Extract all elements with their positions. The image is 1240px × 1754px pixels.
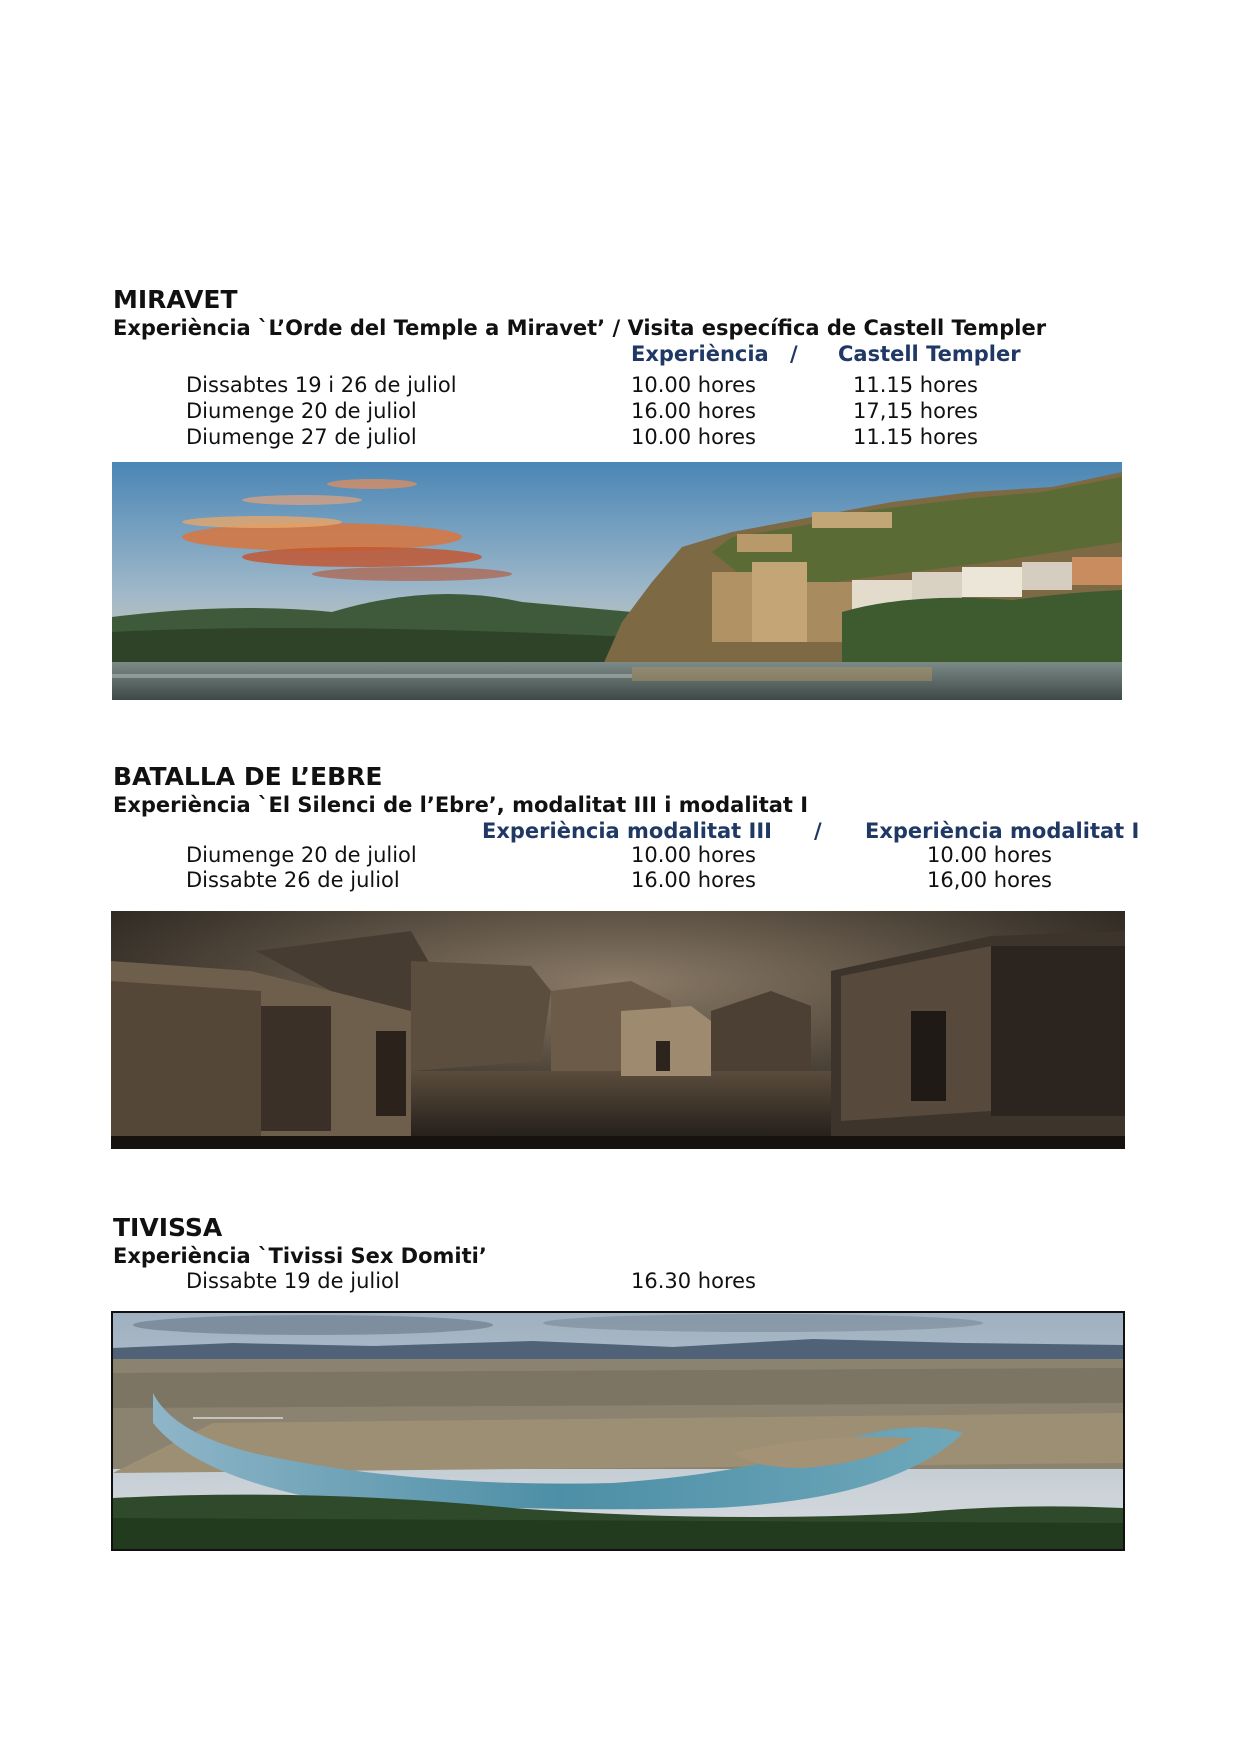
ebre-col1-head: Experiència modalitat III	[482, 819, 772, 843]
miravet-row-time2: 17,15 hores	[853, 399, 978, 423]
miravet-row-time1: 10.00 hores	[631, 373, 756, 397]
miravet-row-date: Diumenge 27 de juliol	[186, 425, 417, 449]
ebre-title: BATALLA DE L’EBRE	[113, 762, 383, 791]
miravet-subtitle: Experiència `L’Orde del Temple a Miravet’ / Visita específica de Castell Templer	[113, 316, 1047, 340]
miravet-row-time2: 11.15 hores	[853, 425, 978, 449]
ebre-col-separator: /	[814, 819, 822, 843]
ebre-row-time1: 16.00 hores	[631, 868, 756, 892]
miravet-row-date: Dissabtes 19 i 26 de juliol	[186, 373, 457, 397]
ebre-row-date: Diumenge 20 de juliol	[186, 843, 417, 867]
miravet-row-time1: 10.00 hores	[631, 425, 756, 449]
ebre-col2-head: Experiència modalitat I	[865, 819, 1140, 843]
miravet-row-time2: 11.15 hores	[853, 373, 978, 397]
miravet-title: MIRAVET	[113, 285, 238, 314]
miravet-col2-head: Castell Templer	[838, 342, 1021, 366]
ebre-ruins-photo	[111, 911, 1125, 1149]
miravet-row-date: Diumenge 20 de juliol	[186, 399, 417, 423]
ebre-row-time2: 16,00 hores	[927, 868, 1052, 892]
tivissa-title: TIVISSA	[113, 1213, 223, 1242]
miravet-row-time1: 16.00 hores	[631, 399, 756, 423]
miravet-col-separator: /	[790, 342, 798, 366]
tivissa-row-time1: 16.30 hores	[631, 1269, 756, 1293]
tivissa-row-date: Dissabte 19 de juliol	[186, 1269, 400, 1293]
tivissa-river-photo	[111, 1311, 1125, 1551]
tivissa-subtitle: Experiència `Tivissi Sex Domiti’	[113, 1244, 487, 1268]
ebre-row-time2: 10.00 hores	[927, 843, 1052, 867]
miravet-col1-head: Experiència	[631, 342, 769, 366]
miravet-castle-photo	[112, 462, 1122, 700]
ebre-subtitle: Experiència `El Silenci de l’Ebre’, modalitat III i modalitat I	[113, 793, 809, 817]
ebre-row-date: Dissabte 26 de juliol	[186, 868, 400, 892]
ebre-row-time1: 10.00 hores	[631, 843, 756, 867]
